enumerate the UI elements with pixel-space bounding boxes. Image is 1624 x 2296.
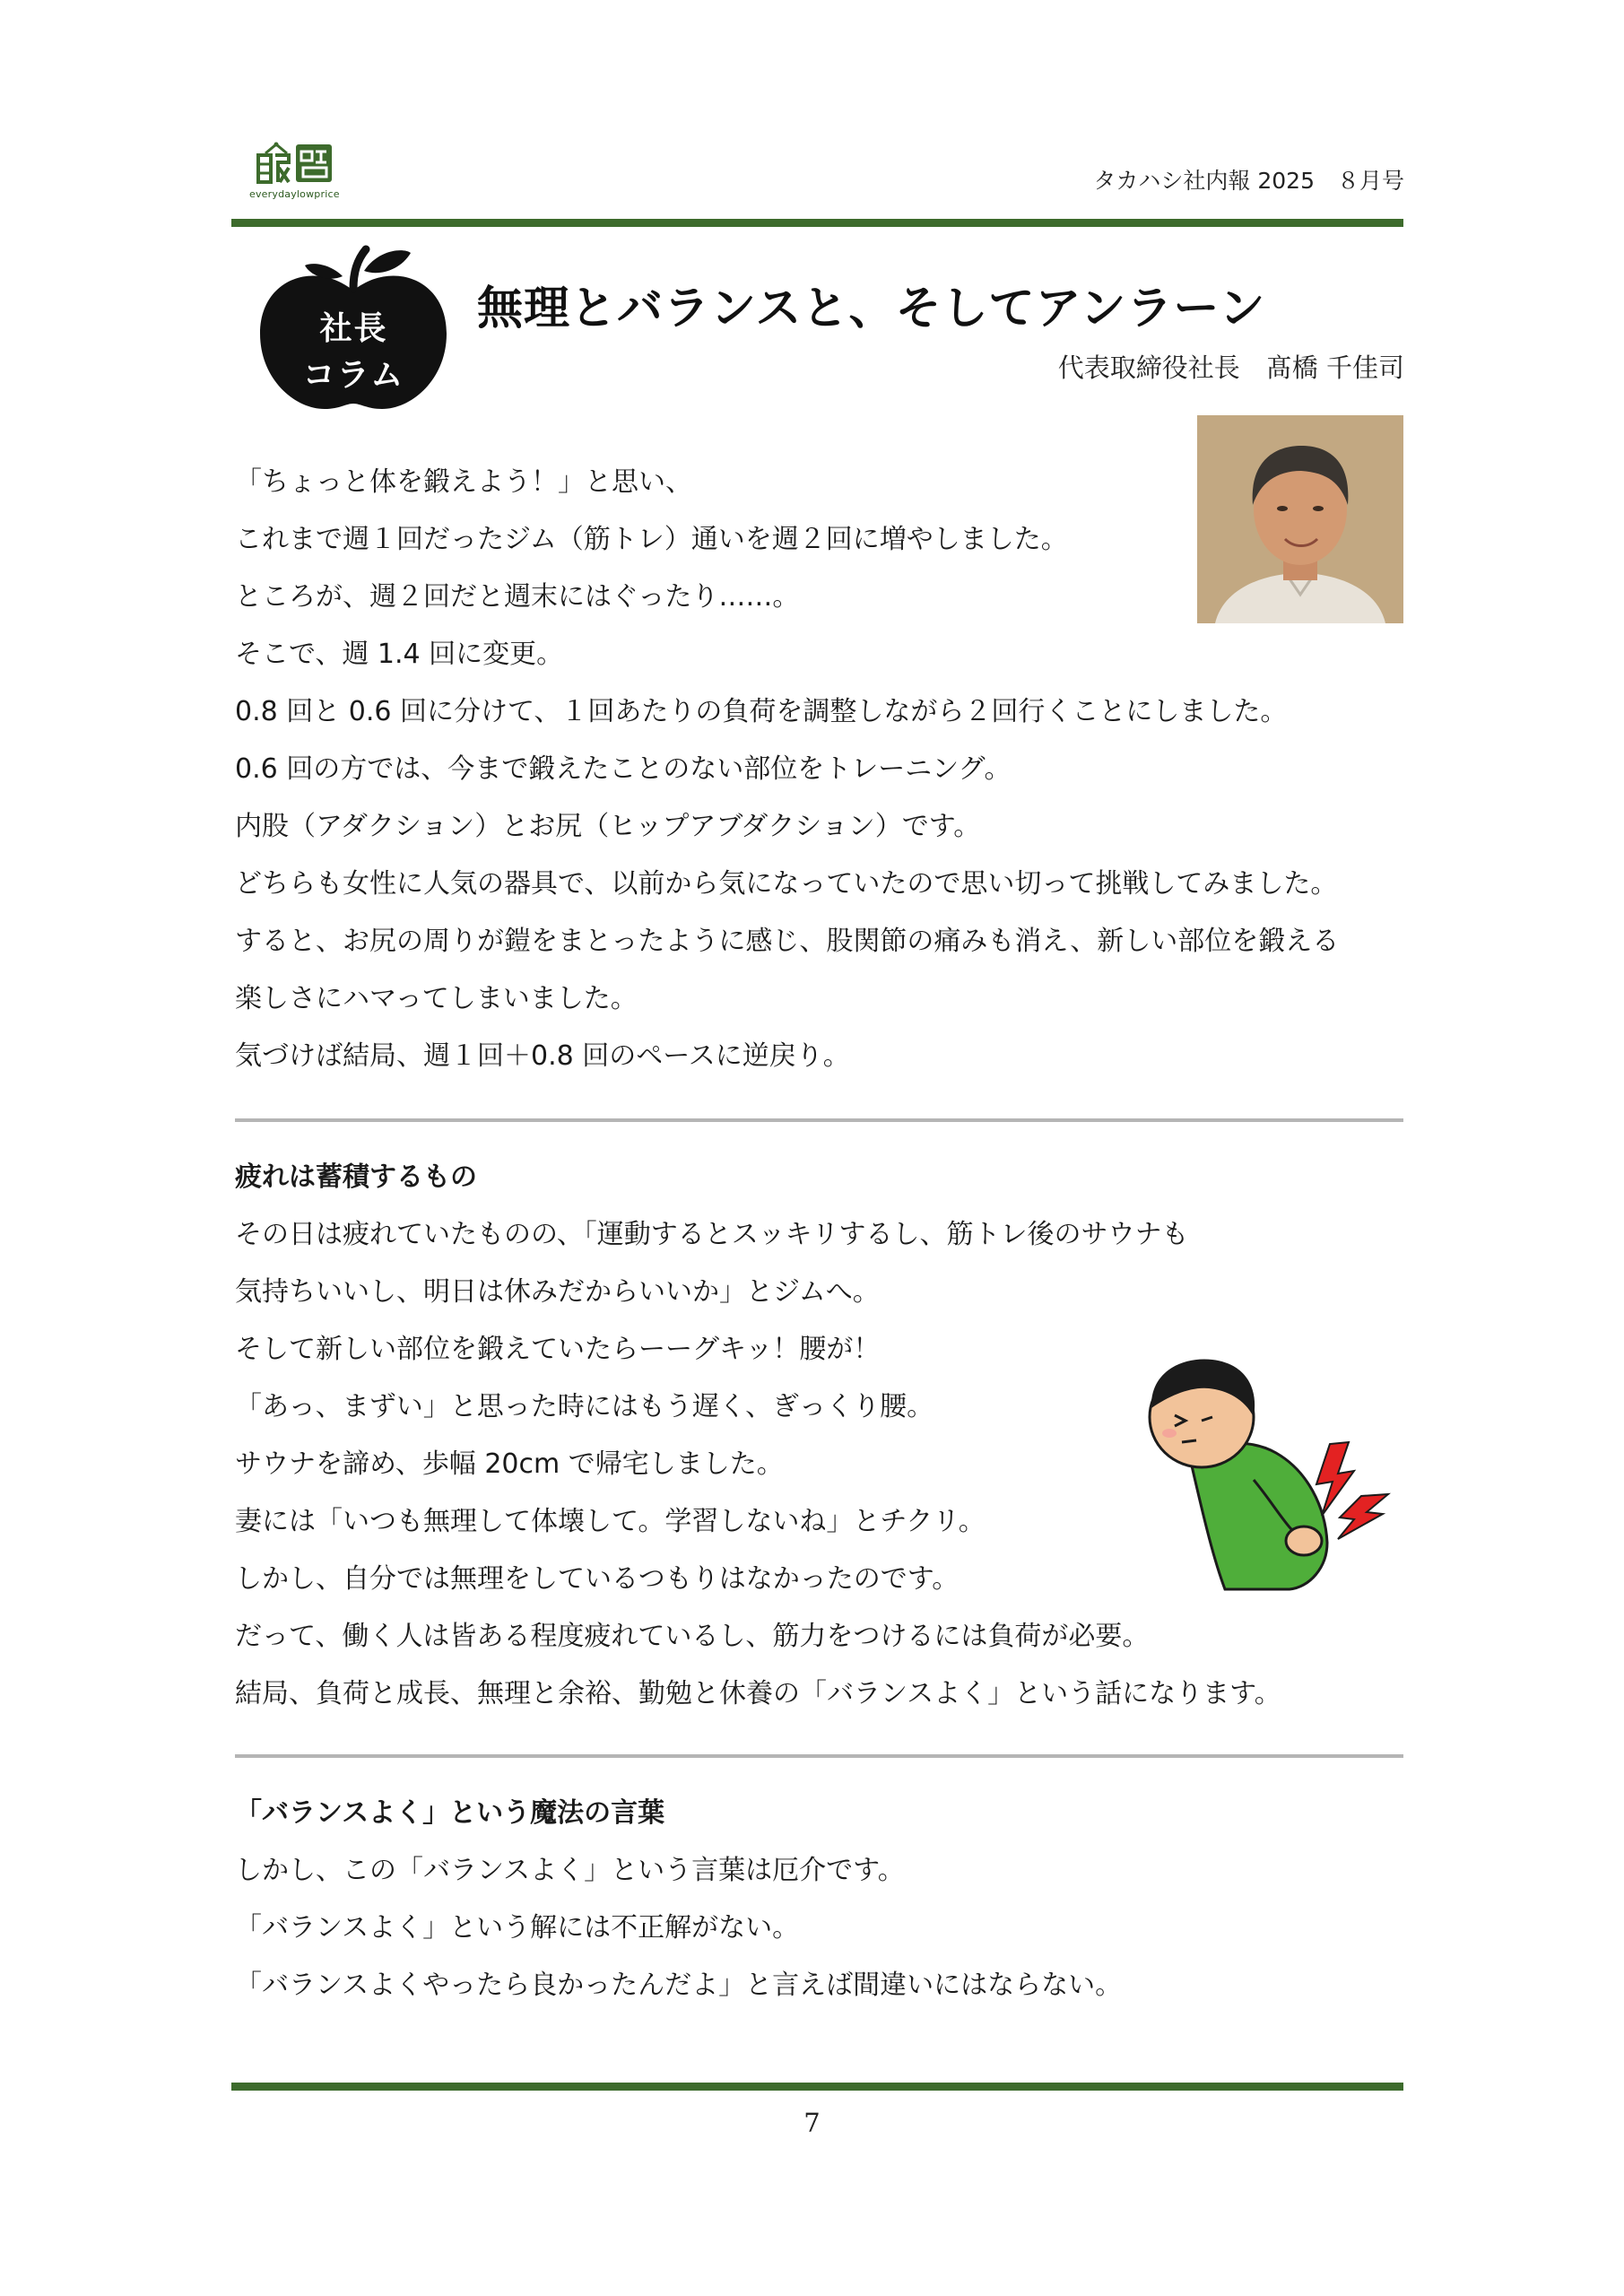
section-line: 妻には「いつも無理して体壊して。学習しないね」とチクリ。 — [235, 1506, 986, 1537]
intro-line: 内股（アダクション）とお尻（ヒップアブダクション）です。 — [235, 811, 981, 842]
section-line: サウナを諦め、歩幅 20cm で帰宅しました。 — [235, 1448, 784, 1480]
section-line: 「バランスよくやったら良かったんだよ」と言えば間違いにはならない。 — [235, 1970, 1123, 2001]
intro-line: 0.8 回と 0.6 回に分けて、１回あたりの負荷を調整しながら２回行くことにしました。 — [235, 696, 1288, 727]
page-number: 7 — [803, 2108, 821, 2138]
section-line: その日は疲れていたものの、「運動するとスッキリするし、筋トレ後のサウナも — [235, 1219, 1189, 1250]
column-title: 無理とバランスと、そしてアンラーン — [477, 283, 1266, 335]
section-line: そして新しい部位を鍛えていたらーーグキッ！腰が！ — [235, 1334, 881, 1365]
intro-line: 楽しさにハマってしまいました。 — [235, 983, 638, 1014]
section-line: しかし、自分では無理をしているつもりはなかったのです。 — [235, 1563, 960, 1595]
intro-line: そこで、週 1.4 回に変更。 — [235, 639, 564, 670]
emblem-line2: コラム — [302, 357, 405, 394]
section-line: だって、働く人は皆ある程度疲れているし、筋力をつけるには負荷が必要。 — [235, 1621, 1150, 1652]
intro-line: どちらも女性に人気の器具で、以前から気になっていたので思い切って挑戦してみました。 — [235, 868, 1338, 900]
intro-line: ところが、週２回だと週末にはぐったり……。 — [235, 581, 800, 613]
intro-line: 0.6 回の方では、今まで鍛えたことのない部位をトレーニング。 — [235, 753, 1012, 785]
author-byline: 代表取締役社長 髙橋 千佳司 — [1057, 352, 1404, 383]
section-divider — [235, 1118, 1403, 1122]
footer-divider — [231, 2083, 1403, 2091]
section-line: 「バランスよく」という解には不正解がない。 — [235, 1912, 800, 1944]
section-heading: 疲れは蓄積するもの — [235, 1161, 477, 1193]
section-line: 気持ちいいし、明日は休みだからいいか」とジムへ。 — [235, 1276, 880, 1308]
intro-line: 気づけば結局、週１回＋0.8 回のペースに逆戻り。 — [235, 1040, 850, 1072]
section-heading: 「バランスよく」という魔法の言葉 — [235, 1797, 665, 1829]
section-line: しかし、この「バランスよく」という言葉は厄介です。 — [235, 1855, 905, 1886]
issue-label: タカハシ社内報 2025 ８月号 — [1093, 168, 1404, 194]
section-line: 「あっ、まずい」と思った時にはもう遅く、ぎっくり腰。 — [235, 1391, 934, 1422]
intro-text — [235, 454, 1419, 1085]
back-pain-illustration — [1119, 1327, 1404, 1596]
intro-line: すると、お尻の周りが鎧をまとったように感じ、股関節の痛みも消え、新しい部位を鍛える — [235, 926, 1340, 957]
header-divider — [231, 219, 1403, 227]
intro-line: これまで週１回だったジム（筋トレ）通いを週２回に増やしました。 — [235, 524, 1068, 555]
column-emblem — [253, 244, 455, 413]
emblem-line1: 社長 — [319, 310, 388, 347]
section-divider — [235, 1754, 1403, 1758]
section-line: 結局、負荷と成長、無理と余裕、勤勉と休養の「バランスよく」という話になります。 — [235, 1678, 1281, 1709]
logo-tagline: everydaylowprice — [249, 188, 340, 200]
intro-line: 「ちょっと体を鍛えよう！」と思い、 — [235, 466, 692, 498]
section-balance — [235, 1785, 1419, 2014]
